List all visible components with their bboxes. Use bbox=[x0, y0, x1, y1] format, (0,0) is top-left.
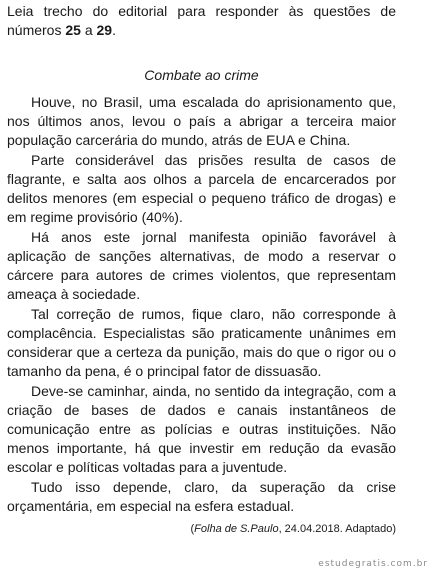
article-paragraph-2: Parte considerável das prisões resulta de casos de flagrante, e salta aos olhos a parcela de encarcerados por delitos menores (em especial o pequeno tráfico de drogas) e em regime provisório (40%). bbox=[7, 152, 396, 225]
article-paragraph-4: Tal correção de rumos, fique claro, não corresponde à complacência. Especialistas são praticamente unânimes em considerar que a certeza da punição, mais do que o rigor ou o tamanho da pena, é o principal fator de dissuasão. bbox=[7, 306, 396, 379]
article-paragraph-5: Deve-se caminhar, ainda, no sentido da integração, com a criação de bases de dados e canais instantâneos de comunicação entre as polícias e outras instituições. Não menos importante, há que investir em redução da evasão escolar e políticas voltadas para a juventude. bbox=[7, 383, 396, 475]
question-number-end: 29 bbox=[96, 22, 113, 38]
source-publication: Folha de S.Paulo bbox=[194, 523, 279, 535]
article-body bbox=[7, 93, 396, 516]
instruction-text bbox=[7, 0, 396, 40]
source-date: , 24.04.2018. Adaptado) bbox=[278, 523, 396, 535]
article-paragraph-6: Tudo isso depende, claro, da superação da crise orçamentária, em especial na esfera estadual. bbox=[7, 479, 396, 514]
article-source bbox=[7, 522, 396, 537]
source-open: ( bbox=[190, 523, 195, 535]
instruction-text-end: . bbox=[112, 22, 116, 38]
article-title: Combate ao crime bbox=[144, 67, 259, 83]
article-paragraph-3: Há anos este jornal manifesta opinião favorável à aplicação de sanções alternativas, de modo a reservar o cárcere para autores de crimes violentos, que representam ameaça à sociedade. bbox=[7, 229, 396, 302]
article-paragraph-1: Houve, no Brasil, uma escalada do aprisionamento que, nos últimos anos, levou o país a abrigar a terceira maior população carcerária do mundo, atrás de EUA e China. bbox=[7, 94, 396, 148]
instruction-text-mid: a bbox=[80, 22, 97, 38]
question-number-start: 25 bbox=[65, 22, 81, 38]
instruction-text-start: Leia trecho do editorial para responder às questões de números bbox=[7, 3, 396, 38]
site-watermark: estudegratis.com.br bbox=[318, 559, 428, 569]
document-page bbox=[7, 0, 396, 537]
